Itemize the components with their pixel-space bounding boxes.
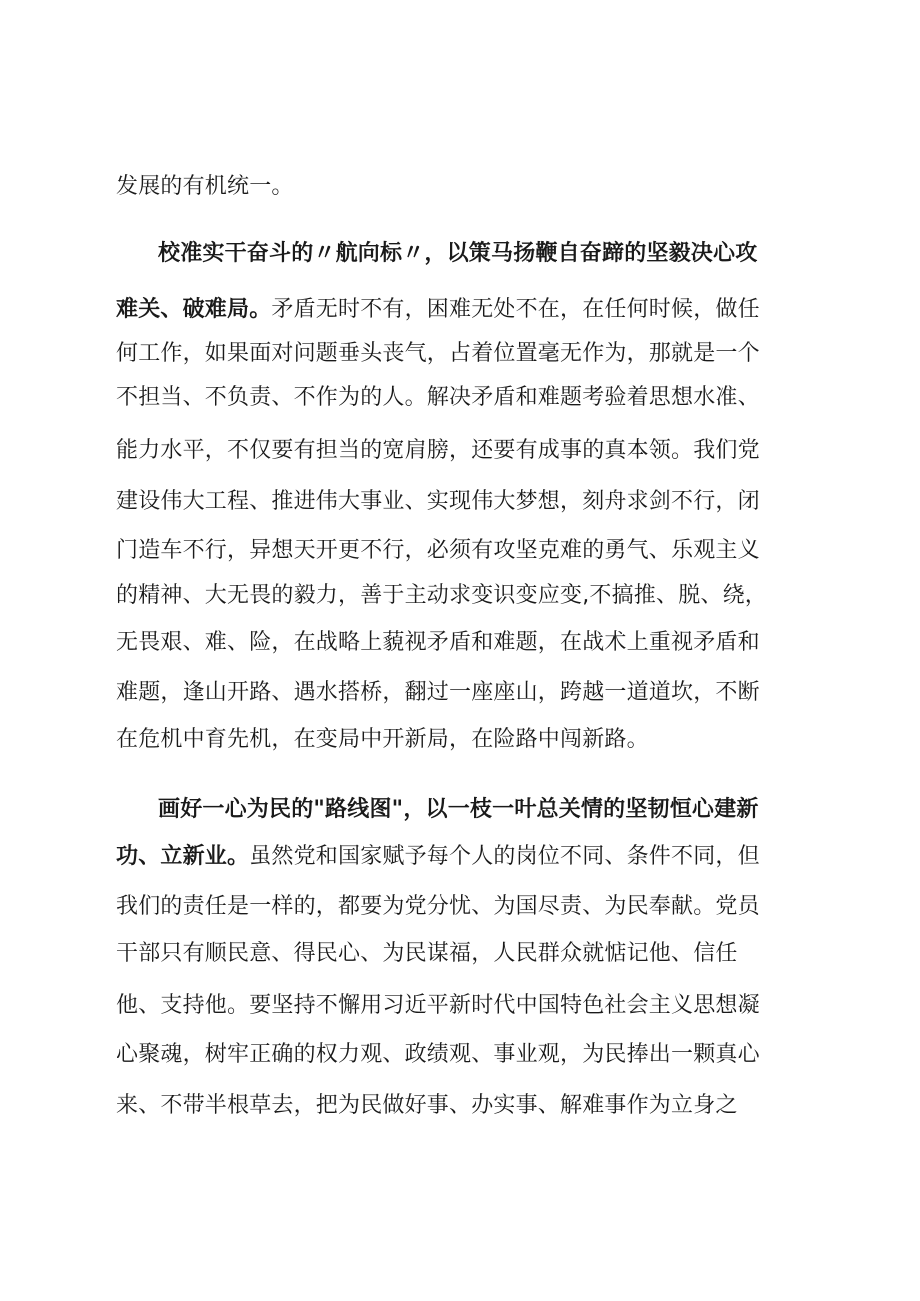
text-line: [116, 1091, 738, 1121]
body-text: 心聚魂，树牢正确的权力观、政绩观、事业观，为民捧出一颗真心: [116, 1042, 760, 1067]
body-text: 难题，逢山开路、遇水搭桥，翻过一座座山，跨越一道道坎，不断: [116, 680, 760, 705]
text-line: [158, 795, 759, 825]
text-line: [116, 172, 294, 202]
body-text: 门造车不行，异想天开更不行，必须有攻坚克难的勇气、乐观主义: [116, 538, 760, 563]
body-text: 矛盾无时不有，困难无处不在，在任何时候，做任: [271, 297, 760, 322]
text-line: [116, 678, 760, 708]
text-line: [116, 339, 760, 369]
bold-lead: 画好一心为民的"路线图"，以一枝一叶总关情的坚韧恒心建新: [158, 797, 759, 822]
body-text: 在危机中育先机，在变局中开新局，在险路中闯新路。: [116, 727, 649, 752]
text-line: [116, 892, 760, 922]
body-text: 虽然党和国家赋予每个人的岗位不同、条件不同，但: [249, 844, 760, 869]
body-text: 建设伟大工程、推进伟大事业、实现伟大梦想，刻舟求剑不行，闭: [116, 489, 760, 514]
text-line: [116, 725, 649, 755]
text-line: [158, 239, 757, 269]
text-line: [116, 939, 738, 969]
body-text: 他、支持他。要坚持不懈用习近平新时代中国特色社会主义思想凝: [116, 993, 760, 1018]
text-line: [116, 436, 760, 466]
text-line: [116, 536, 760, 566]
body-text: 的精神、大无畏的毅力，善于主动求变识变应变,不搞推、脱、绕，: [116, 583, 767, 608]
body-text: 我们的责任是一样的，都要为党分忧、为国尽责、为民奉献。党员: [116, 894, 760, 919]
body-text: 干部只有顺民意、得民心、为民谋福，人民群众就惦记他、信任: [116, 941, 738, 966]
body-text: 无畏艰、难、险，在战略上藐视矛盾和难题，在战术上重视矛盾和: [116, 630, 760, 655]
text-line: [116, 383, 760, 413]
body-text: 何工作，如果面对问题垂头丧气，占着位置毫无作为，那就是一个: [116, 341, 760, 366]
body-text: 发展的有机统一。: [116, 174, 294, 199]
text-line: [116, 581, 767, 611]
text-line: [116, 991, 760, 1021]
text-line: [116, 1040, 760, 1070]
bold-lead: 功、立新业。: [116, 844, 250, 869]
text-line: [116, 628, 760, 658]
text-line: [116, 487, 760, 517]
text-line: [116, 842, 760, 872]
body-text: 不担当、不负责、不作为的人。解决矛盾和难题考验着思想水准、: [116, 385, 760, 410]
text-line: [116, 295, 760, 325]
body-text: 来、不带半根草去，把为民做好事、办实事、解难事作为立身之: [116, 1093, 738, 1118]
bold-lead: 校准实干奋斗的〃航向标〃，以策马扬鞭自奋蹄的坚毅决心攻: [158, 241, 758, 266]
body-text: 能力水平，不仅要有担当的宽肩膀，还要有成事的真本领。我们党: [116, 438, 760, 463]
bold-lead: 难关、破难局。: [116, 297, 272, 322]
